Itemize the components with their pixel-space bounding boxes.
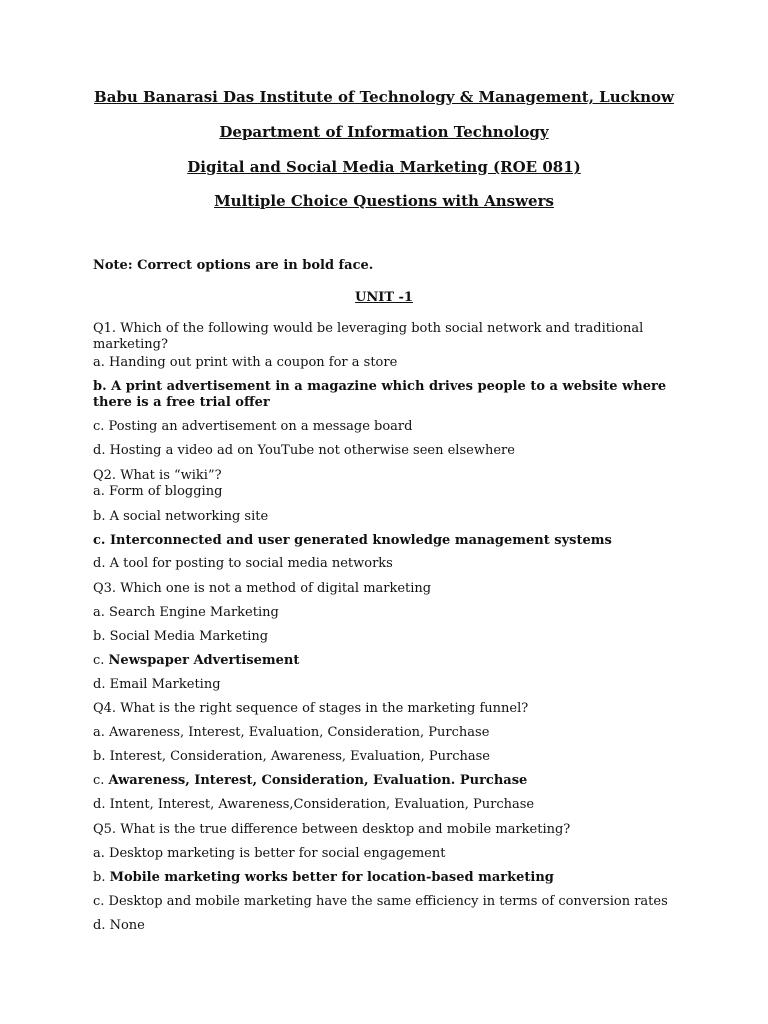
q5-option-d: d. None (93, 918, 145, 933)
q3-option-d: d. Email Marketing (93, 677, 221, 692)
q5-option-a: a. Desktop marketing is better for social engagement (93, 846, 446, 861)
q4-option-c-prefix: c. (93, 773, 109, 788)
q2-option-b: b. A social networking site (93, 509, 269, 524)
q1-option-a: a. Handing out print with a coupon for a store (93, 355, 398, 370)
institute-title: Babu Banarasi Das Institute of Technology & Management, Lucknow (94, 88, 674, 106)
q4-option-b: b. Interest, Consideration, Awareness, Evaluation, Purchase (93, 749, 490, 764)
q4-option-a: a. Awareness, Interest, Evaluation, Consideration, Purchase (93, 725, 490, 740)
q1-option-d: d. Hosting a video ad on YouTube not otherwise seen elsewhere (93, 443, 515, 458)
q3-option-c-prefix: c. (93, 653, 109, 668)
question-2-text: Q2. What is “wiki”? (93, 468, 222, 483)
q3-option-b: b. Social Media Marketing (93, 629, 269, 644)
q3-option-c-label: Newspaper Advertisement (108, 653, 300, 668)
note-text: Note: Correct options are in bold face. (93, 258, 374, 273)
q3-option-c-correct (93, 653, 693, 669)
document-subtitle: Multiple Choice Questions with Answers (214, 192, 554, 210)
unit-heading: UNIT -1 (355, 290, 413, 305)
question-3-text: Q3. Which one is not a method of digital marketing (93, 581, 432, 596)
q5-option-c: c. Desktop and mobile marketing have the same efficiency in terms of conversion rates (93, 894, 668, 909)
course-title: Digital and Social Media Marketing (ROE 081) (187, 158, 581, 176)
q5-option-b-prefix: b. (93, 870, 110, 885)
q5-option-b-label: Mobile marketing works better for location-based marketing (109, 870, 554, 885)
q3-option-a: a. Search Engine Marketing (93, 605, 279, 620)
department-title: Department of Information Technology (219, 123, 549, 141)
q4-option-c-label: Awareness, Interest, Consideration, Evaluation. Purchase (108, 773, 528, 788)
q4-option-c-correct (93, 773, 693, 789)
q2-option-d: d. A tool for posting to social media networks (93, 556, 393, 571)
q2-option-c-correct: c. Interconnected and user generated knowledge management systems (93, 533, 612, 548)
q4-option-d: d. Intent, Interest, Awareness,Consideration, Evaluation, Purchase (93, 797, 535, 812)
question-4-text: Q4. What is the right sequence of stages in the marketing funnel? (93, 701, 529, 716)
q1-option-b-correct: b. A print advertisement in a magazine which drives people to a website where there is a free trial offer (93, 379, 667, 410)
question-1-text: Q1. Which of the following would be leveraging both social network and traditional marketing? (93, 321, 644, 352)
q1-option-c: c. Posting an advertisement on a message board (93, 419, 413, 434)
question-5-text: Q5. What is the true difference between desktop and mobile marketing? (93, 822, 571, 837)
q2-option-a: a. Form of blogging (93, 484, 223, 499)
q5-option-b-correct (93, 870, 693, 886)
